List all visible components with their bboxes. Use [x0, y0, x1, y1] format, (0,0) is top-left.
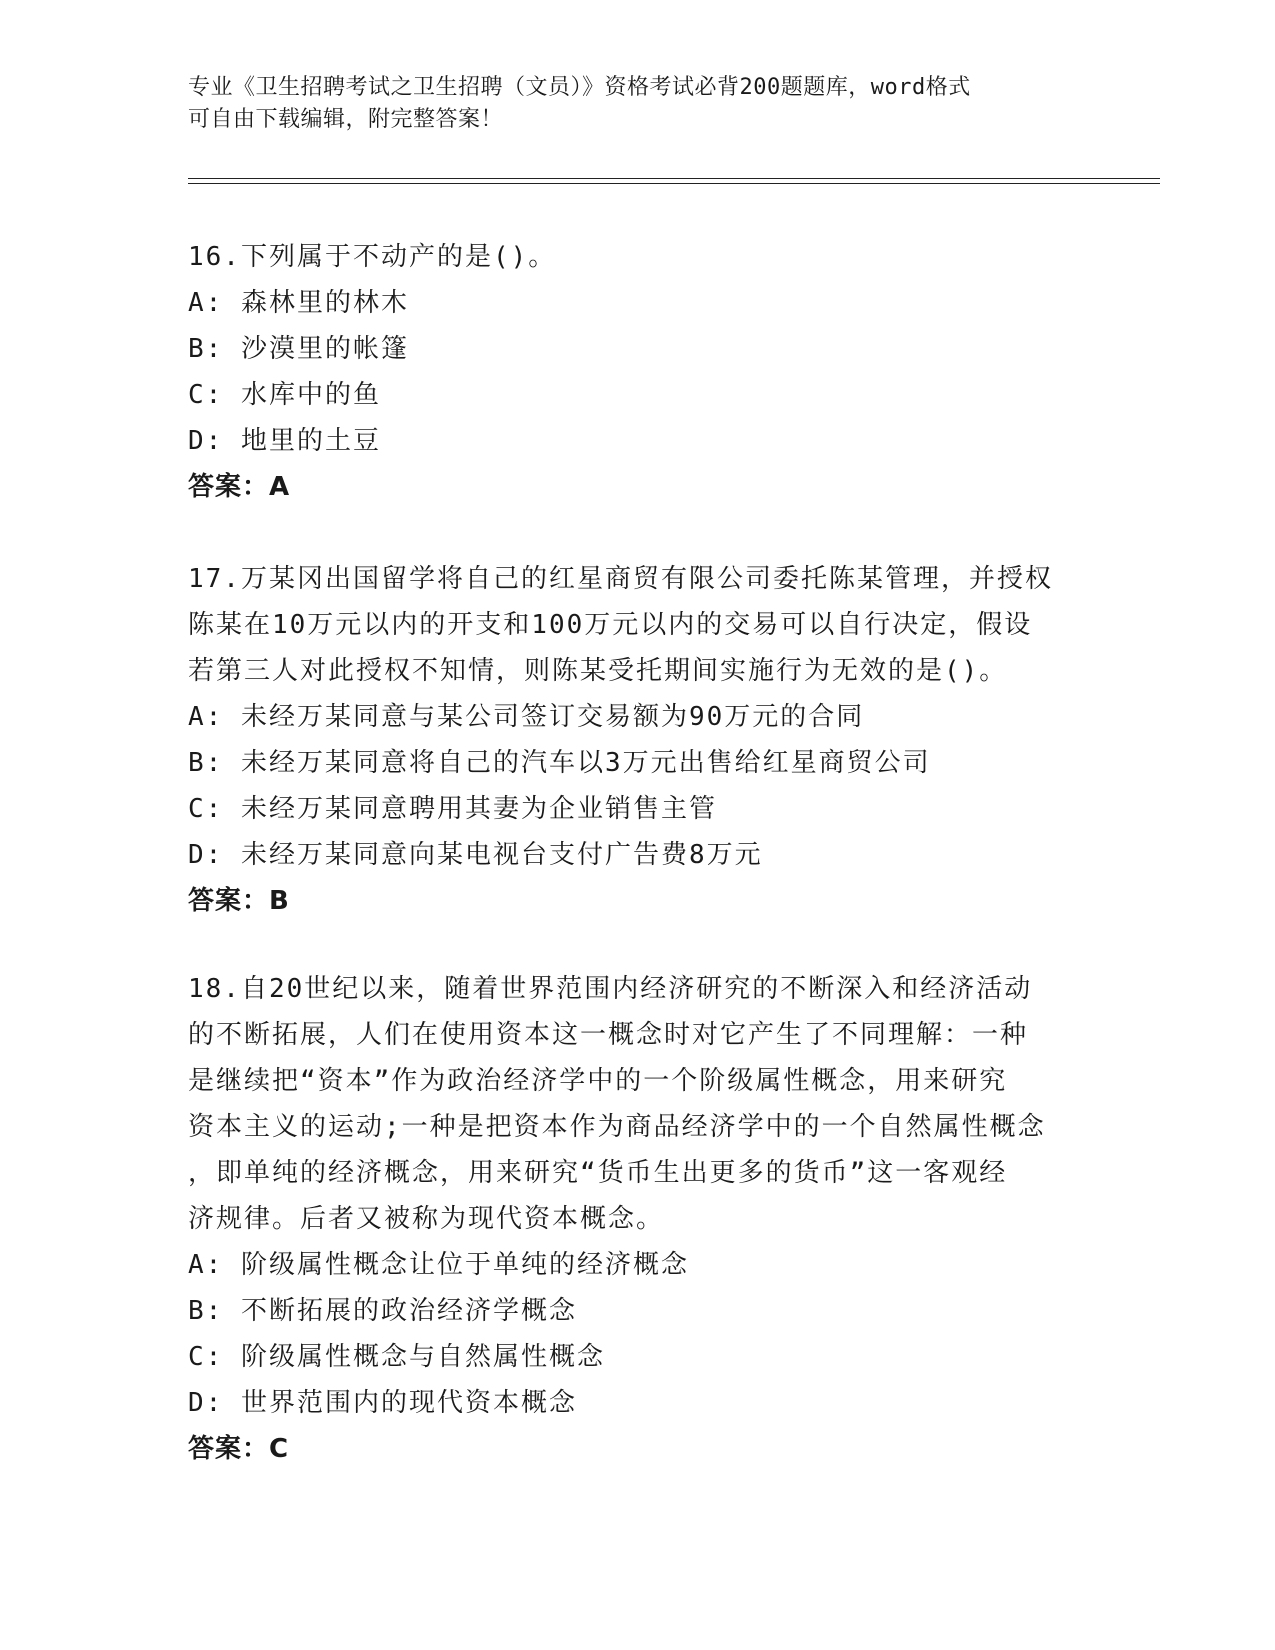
- option-a: A: 森林里的林木: [188, 288, 409, 318]
- question-stem-line: 资本主义的运动;一种是把资本作为商品经济学中的一个自然属性概念: [188, 1112, 1046, 1142]
- document-header: [188, 72, 1068, 136]
- option-c: C: 未经万某同意聘用其妻为企业销售主管: [188, 794, 717, 824]
- question-stem-line: 18.自20世纪以来，随着世界范围内经济研究的不断深入和经济活动: [188, 974, 1033, 1004]
- header-divider-top: [188, 178, 1160, 179]
- question-stem-line: 陈某在10万元以内的开支和100万元以内的交易可以自行决定，假设: [188, 610, 1033, 640]
- option-c: C: 水库中的鱼: [188, 380, 381, 410]
- question-stem-line: 济规律。后者又被称为现代资本概念。: [188, 1204, 665, 1234]
- header-divider-bottom: [188, 183, 1160, 184]
- question-stem-line: ，即单纯的经济概念，用来研究“货币生出更多的货币”这一客观经: [188, 1158, 1008, 1188]
- option-c: C: 阶级属性概念与自然属性概念: [188, 1342, 605, 1372]
- option-d: D: 未经万某同意向某电视台支付广告费8万元: [188, 840, 763, 870]
- option-d: D: 地里的土豆: [188, 426, 381, 456]
- option-d: D: 世界范围内的现代资本概念: [188, 1388, 577, 1418]
- answer-line: 答案：A: [188, 472, 291, 502]
- option-a: A: 未经万某同意与某公司签订交易额为90万元的合同: [188, 702, 865, 732]
- question-17: [188, 556, 1088, 924]
- option-a: A: 阶级属性概念让位于单纯的经济概念: [188, 1250, 689, 1280]
- header-line-1: 专业《卫生招聘考试之卫生招聘（文员）》资格考试必背200题题库，word格式: [188, 75, 971, 100]
- question-18: [188, 966, 1088, 1472]
- question-16: [188, 234, 1088, 510]
- question-stem-line: 16.下列属于不动产的是()。: [188, 242, 557, 272]
- question-stem-line: 17.万某冈出国留学将自己的红星商贸有限公司委托陈某管理，并授权: [188, 564, 1053, 594]
- question-stem-line: 是继续把“资本”作为政治经济学中的一个阶级属性概念，用来研究: [188, 1066, 1008, 1096]
- header-line-2: 可自由下载编辑，附完整答案！: [188, 107, 504, 132]
- question-stem-line: 的不断拓展，人们在使用资本这一概念时对它产生了不同理解：一种: [188, 1020, 1029, 1050]
- option-b: B: 不断拓展的政治经济学概念: [188, 1296, 577, 1326]
- option-b: B: 沙漠里的帐篷: [188, 334, 409, 364]
- answer-line: 答案：C: [188, 1434, 290, 1464]
- answer-line: 答案：B: [188, 886, 290, 916]
- question-stem-line: 若第三人对此授权不知情，则陈某受托期间实施行为无效的是()。: [188, 656, 1008, 686]
- option-b: B: 未经万某同意将自己的汽车以3万元出售给红星商贸公司: [188, 748, 931, 778]
